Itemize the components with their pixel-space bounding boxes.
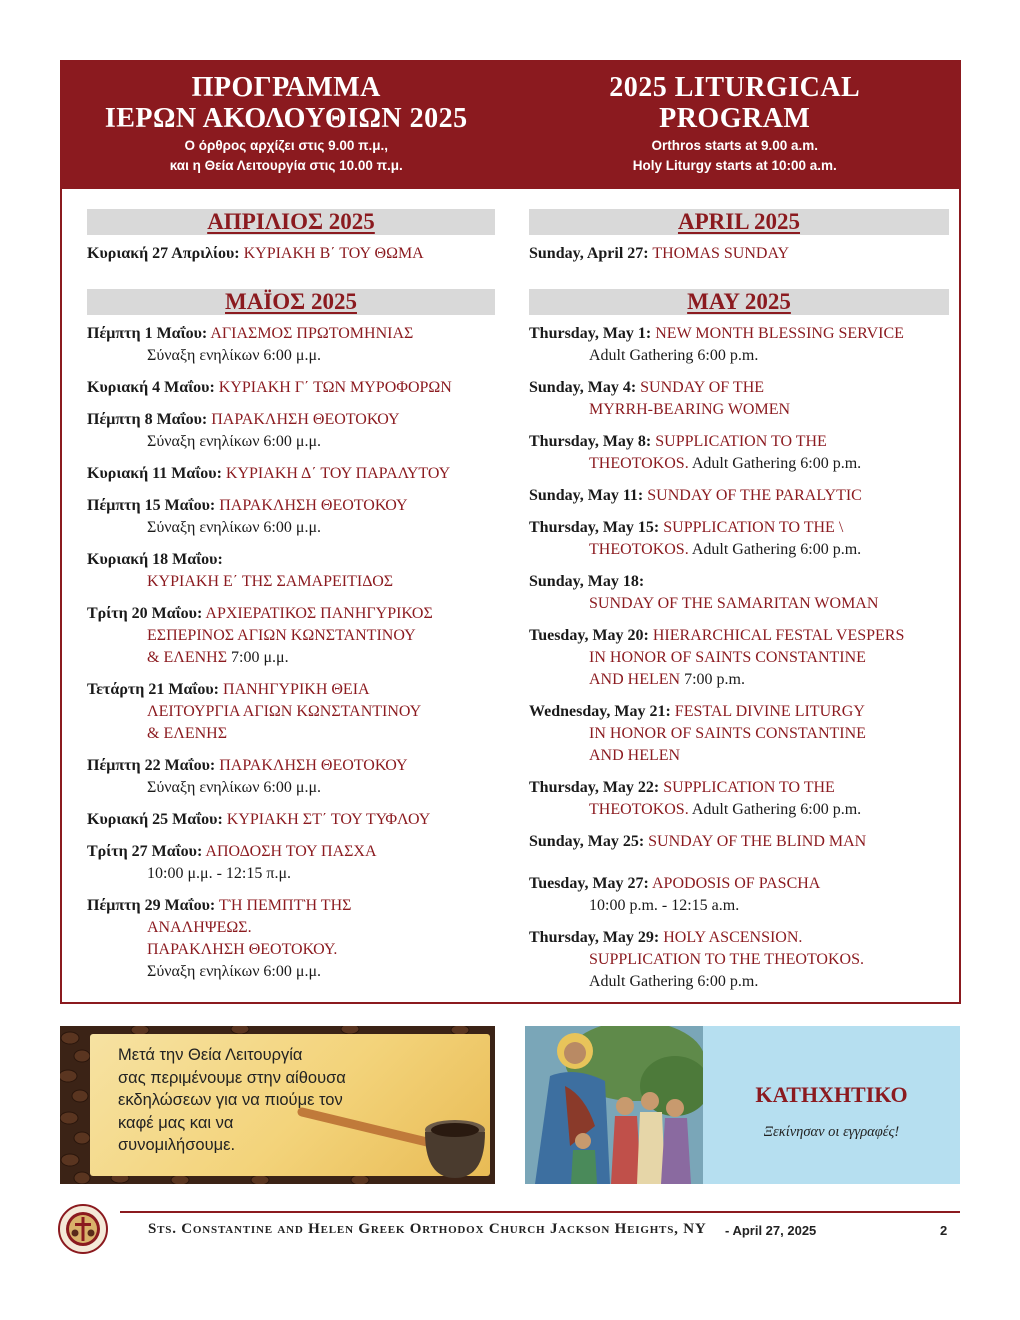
schedule-item xyxy=(529,873,949,917)
schedule-item xyxy=(87,409,495,453)
event-title: SUNDAY OF THE SAMARITAN WOMAN xyxy=(589,595,879,612)
event-title-line-2: SUPPLICATION TO THE THEOTOKOS. xyxy=(589,951,864,968)
greek-subtitle-line-1: Ο όρθρος αρχίζει στις 9.00 π.μ., xyxy=(184,138,388,153)
schedule-item xyxy=(529,625,949,691)
event-title: ΚΥΡΙΑΚΗ Γ΄ ΤΩΝ ΜΥΡΟΦΟΡΩΝ xyxy=(218,379,452,396)
event-note: Σύναξη ενηλίκων 6:00 μ.μ. xyxy=(147,779,322,796)
english-subtitle-line-1: Orthros starts at 9.00 a.m. xyxy=(651,138,819,153)
event-title: ΑΓΙΑΣΜΟΣ ΠΡΩΤΟΜΗΝΙΑΣ xyxy=(210,325,414,342)
schedule-item xyxy=(529,831,949,853)
catechism-title: ΚΑΤΗΧΗΤΙΚΟ xyxy=(755,1082,908,1107)
english-banner xyxy=(511,62,960,189)
event-note: Adult Gathering 6:00 p.m. xyxy=(691,541,862,558)
english-schedule-column xyxy=(529,209,949,1003)
event-day: Κυριακή 18 Μαΐου: xyxy=(87,551,223,568)
event-title-line-1: FESTAL DIVINE LITURGY xyxy=(674,703,865,720)
event-day: Τετάρτη 21 Μαΐου: xyxy=(87,681,220,698)
event-note: 10:00 p.m. - 12:15 a.m. xyxy=(589,897,740,914)
event-title-line-1: ΑΡΧΙΕΡΑΤΙΚΟΣ ΠΑΝΗΓΥΡΙΚΟΣ xyxy=(205,605,433,622)
event-title: THOMAS SUNDAY xyxy=(652,245,790,262)
footer-church-name: Sts. Constantine and Helen Greek Orthodox Church Jackson Heights, NY xyxy=(148,1221,707,1237)
event-day: Κυριακή 25 Μαΐου: xyxy=(87,811,223,828)
greek-banner xyxy=(62,62,511,189)
event-day: Πέμπτη 15 Μαΐου: xyxy=(87,497,216,514)
english-subtitle-line-2: Holy Liturgy starts at 10:00 a.m. xyxy=(632,158,837,173)
page-footer xyxy=(0,1196,1020,1266)
event-day: Thursday, May 8: xyxy=(529,433,652,450)
event-title-line-3: AND HELEN xyxy=(589,671,681,688)
event-title: ΑΠΟΔΟΣΗ ΤΟΥ ΠΑΣΧΑ xyxy=(205,843,377,860)
schedule-item xyxy=(87,463,495,485)
event-title: ΚΥΡΙΑΚΗ Β΄ ΤΟΥ ΘΩΜΑ xyxy=(243,245,424,262)
schedule-item xyxy=(529,777,949,821)
event-title-line-1: HOLY ASCENSION. xyxy=(663,929,803,946)
event-note: Σύναξη ενηλίκων 6:00 μ.μ. xyxy=(147,963,322,980)
event-title: SUNDAY OF THE BLIND MAN xyxy=(648,833,867,850)
greek-title-line-2: ΙΕΡΩΝ ΑΚΟΛΟΥΘΙΩΝ 2025 xyxy=(104,103,468,134)
english-may-heading: MAY 2025 xyxy=(529,289,949,315)
event-title-line-3: AND HELEN xyxy=(589,747,681,764)
catechism-subtitle: Ξεκίνησαν οι εγγραφές! xyxy=(763,1124,900,1140)
event-time: 7:00 μ.μ. xyxy=(231,649,289,666)
event-day: Sunday, May 25: xyxy=(529,833,645,850)
event-title: SUNDAY OF THE PARALYTIC xyxy=(647,487,862,504)
event-title-line-1: HIERARCHICAL FESTAL VESPERS xyxy=(652,627,905,644)
event-title-line-1: SUPPLICATION TO THE xyxy=(663,779,835,796)
event-day: Sunday, May 4: xyxy=(529,379,637,396)
schedule-item xyxy=(529,701,949,767)
event-title-line-2: THEOTOKOS. xyxy=(589,455,689,472)
event-day: Thursday, May 22: xyxy=(529,779,660,796)
english-title-line-1: 2025 LITURGICAL xyxy=(609,72,861,103)
schedule-item xyxy=(87,243,495,265)
event-title: NEW MONTH BLESSING SERVICE xyxy=(655,325,904,342)
event-day: Κυριακή 27 Απριλίου: xyxy=(87,245,240,262)
event-title-line-2: ΕΣΠΕΡΙΝΟΣ ΑΓΙΩΝ ΚΩΝΣΤΑΝΤΙΝΟΥ xyxy=(147,627,416,644)
schedule-item xyxy=(87,377,495,399)
event-title-line-1: ΠΑΝΗΓΥΡΙΚΗ ΘΕΙΑ xyxy=(223,681,370,698)
event-title: ΚΥΡΙΑΚΗ Δ΄ ΤΟΥ ΠΑΡΑΛΥΤΟΥ xyxy=(225,465,451,482)
english-title-line-2: PROGRAM xyxy=(659,103,811,134)
event-day: Πέμπτη 8 Μαΐου: xyxy=(87,411,208,428)
event-day: Sunday, April 27: xyxy=(529,245,649,262)
schedule-item xyxy=(87,755,495,799)
event-note: Σύναξη ενηλίκων 6:00 μ.μ. xyxy=(147,433,322,450)
schedule-item xyxy=(529,243,949,265)
event-day: Τρίτη 27 Μαΐου: xyxy=(87,843,203,860)
event-day: Κυριακή 4 Μαΐου: xyxy=(87,379,215,396)
event-title: ΚΥΡΙΑΚΗ Ε΄ ΤΗΣ ΣΑΜΑΡΕΙΤΙΔΟΣ xyxy=(147,573,394,590)
event-day: Κυριακή 11 Μαΐου: xyxy=(87,465,222,482)
event-title-line-2: THEOTOKOS. xyxy=(589,801,689,818)
event-title-line-1: SUPPLICATION TO THE \ xyxy=(663,519,844,536)
event-title-line-3: ΠΑΡΑΚΛΗΣΗ ΘΕΟΤΟΚΟΥ. xyxy=(147,941,338,958)
catechism-ad xyxy=(525,1026,960,1184)
event-title: ΠΑΡΑΚΛΗΣΗ ΘΕΟΤΟΚΟΥ xyxy=(219,497,408,514)
event-title-line-1: SUNDAY OF THE xyxy=(640,379,765,396)
schedule-item xyxy=(529,377,949,421)
coffee-line: συνομιλήσουμε. xyxy=(118,1136,236,1154)
event-note: Adult Gathering 6:00 p.m. xyxy=(691,801,862,818)
schedule-item xyxy=(529,517,949,561)
schedule-item xyxy=(87,841,495,885)
event-time: 7:00 p.m. xyxy=(684,671,745,688)
event-day: Sunday, May 11: xyxy=(529,487,644,504)
footer-divider xyxy=(120,1211,960,1213)
coffee-line: εκδηλώσεων για να πιούμε τον xyxy=(118,1091,343,1109)
event-title-line-2: ΑΝΑΛΗΨΕΩΣ. xyxy=(147,919,252,936)
greek-april-heading: ΑΠΡΙΛΙΟΣ 2025 xyxy=(87,209,495,235)
schedule-item xyxy=(87,495,495,539)
event-note: Adult Gathering 6:00 p.m. xyxy=(589,973,759,990)
event-title: ΚΥΡΙΑΚΗ ΣΤ΄ ΤΟΥ ΤΥΦΛΟΥ xyxy=(226,811,431,828)
liturgical-program-box xyxy=(60,60,961,1004)
page-number: 2 xyxy=(940,1223,948,1238)
greek-schedule-column xyxy=(87,209,495,993)
footer-date: - April 27, 2025 xyxy=(725,1223,817,1238)
event-title: APODOSIS OF PASCHA xyxy=(652,875,821,892)
coffee-line: Μετά την Θεία Λειτουργία xyxy=(118,1046,303,1064)
schedule-item xyxy=(529,323,949,367)
event-title-line-3: & ΕΛΕΝΗΣ xyxy=(147,649,228,666)
event-day: Tuesday, May 27: xyxy=(529,875,649,892)
coffee-line: σας περιμένουμε στην αίθουσα xyxy=(118,1068,346,1087)
event-day: Tuesday, May 20: xyxy=(529,627,649,644)
schedule-item xyxy=(529,927,949,993)
greek-may-heading: ΜΑΪΟΣ 2025 xyxy=(87,289,495,315)
event-title: ΠΑΡΑΚΛΗΣΗ ΘΕΟΤΟΚΟΥ xyxy=(219,757,408,774)
greek-title-line-1: ΠΡΟΓΡΑΜΜΑ xyxy=(191,72,381,103)
schedule-item xyxy=(87,679,495,745)
english-april-heading: APRIL 2025 xyxy=(529,209,949,235)
schedule-item xyxy=(87,549,495,593)
event-title-line-1: ΤῊ ΠΕΜΠΤῊ ΤΗΣ xyxy=(218,897,352,914)
coffee-line: καφέ μας και να xyxy=(118,1113,234,1132)
greek-subtitle-line-2: και η Θεία Λειτουργία στις 10.00 π.μ. xyxy=(169,158,403,173)
event-title-line-2: IN HONOR OF SAINTS CONSTANTINE xyxy=(589,649,866,666)
schedule-item xyxy=(87,323,495,367)
event-note: 10:00 μ.μ. - 12:15 π.μ. xyxy=(147,865,292,882)
event-title-line-2: MYRRH-BEARING WOMEN xyxy=(589,401,791,418)
schedule-item xyxy=(529,571,949,615)
event-day: Πέμπτη 22 Μαΐου: xyxy=(87,757,216,774)
schedule-item xyxy=(87,895,495,983)
event-title-line-1: SUPPLICATION TO THE xyxy=(655,433,827,450)
event-day: Wednesday, May 21: xyxy=(529,703,671,720)
event-day: Thursday, May 29: xyxy=(529,929,660,946)
christ-with-children-icon xyxy=(525,1026,703,1184)
coffee-pot-icon xyxy=(297,1100,487,1180)
event-day: Πέμπτη 1 Μαΐου: xyxy=(87,325,208,342)
event-note: Adult Gathering 6:00 p.m. xyxy=(691,455,862,472)
event-day: Πέμπτη 29 Μαΐου: xyxy=(87,897,216,914)
schedule-item xyxy=(87,809,495,831)
schedule-item xyxy=(529,431,949,475)
event-note: Adult Gathering 6:00 p.m. xyxy=(589,347,759,364)
schedule-item xyxy=(87,603,495,669)
event-day: Τρίτη 20 Μαΐου: xyxy=(87,605,203,622)
event-day: Thursday, May 1: xyxy=(529,325,652,342)
coffee-hour-ad xyxy=(60,1026,495,1184)
event-title-line-3: & ΕΛΕΝΗΣ xyxy=(147,725,228,742)
event-title-line-2: IN HONOR OF SAINTS CONSTANTINE xyxy=(589,725,866,742)
event-title: ΠΑΡΑΚΛΗΣΗ ΘΕΟΤΟΚΟΥ xyxy=(211,411,400,428)
church-seal-icon xyxy=(58,1204,108,1254)
program-banner xyxy=(62,62,959,189)
event-note: Σύναξη ενηλίκων 6:00 μ.μ. xyxy=(147,347,322,364)
event-day: Thursday, May 15: xyxy=(529,519,660,536)
event-note: Σύναξη ενηλίκων 6:00 μ.μ. xyxy=(147,519,322,536)
event-title-line-2: ΛΕΙΤΟΥΡΓΙΑ ΑΓΙΩΝ ΚΩΝΣΤΑΝΤΙΝΟΥ xyxy=(147,703,422,720)
event-title-line-2: THEOTOKOS. xyxy=(589,541,689,558)
schedule-item xyxy=(529,485,949,507)
event-day: Sunday, May 18: xyxy=(529,573,645,590)
